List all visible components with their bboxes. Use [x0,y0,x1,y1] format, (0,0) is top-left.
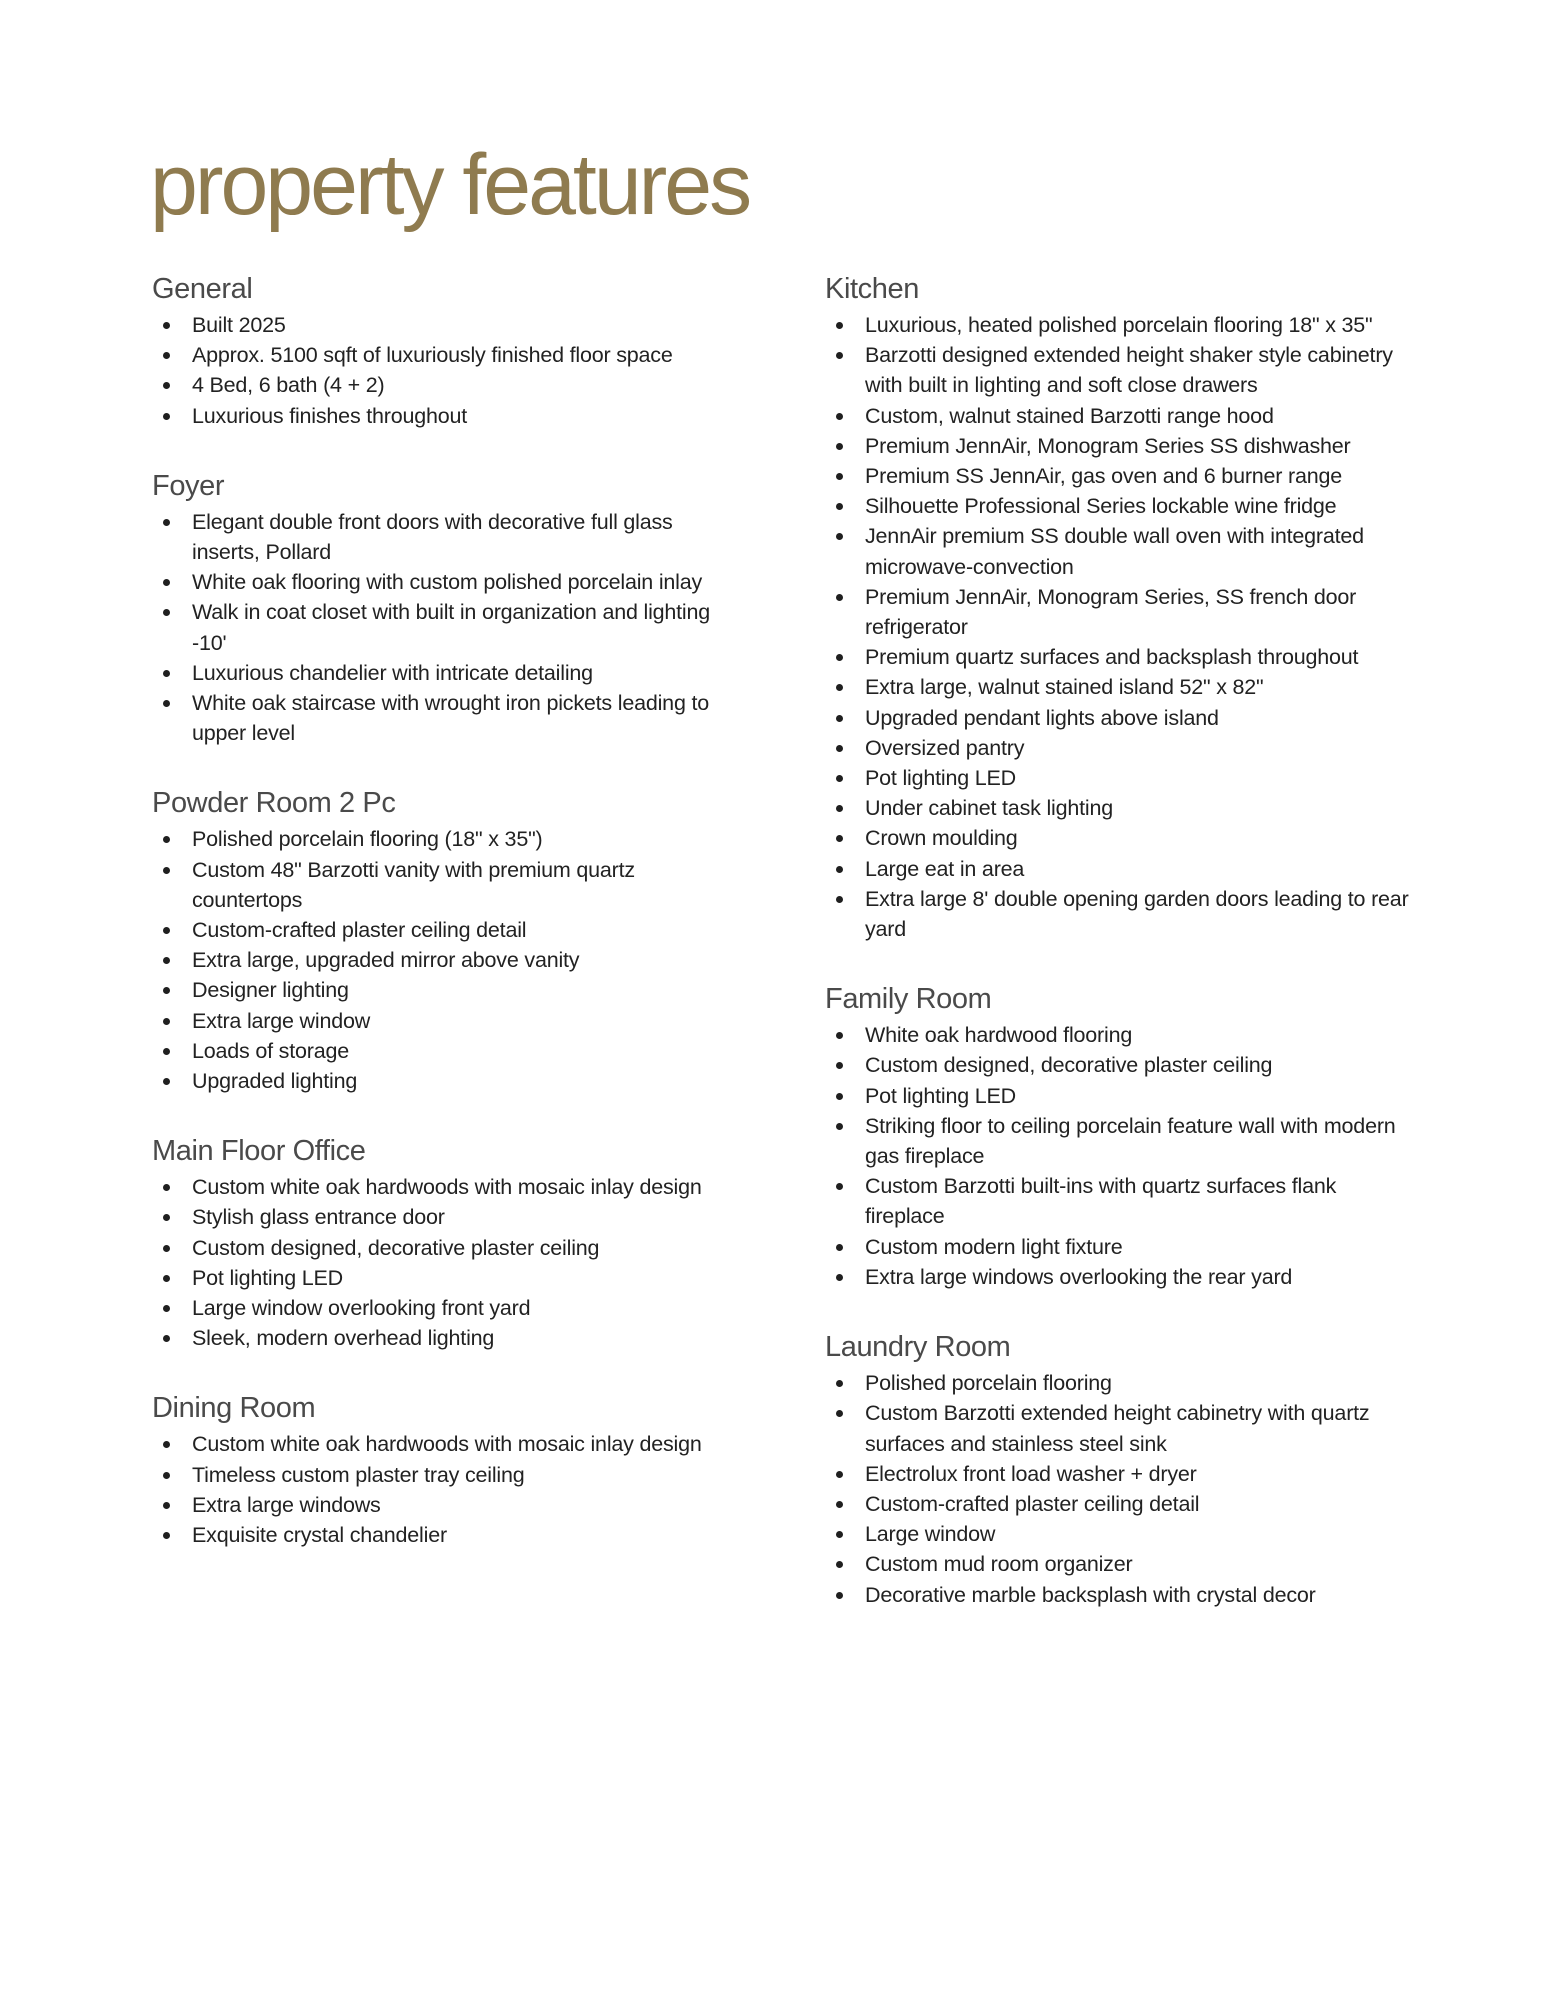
list-item [152,915,732,945]
bullet-icon [163,382,170,389]
list-item-text: Custom white oak hardwoods with mosaic inlay design [192,1175,702,1200]
list-item [825,1081,1415,1111]
list-item [152,1263,732,1293]
bullet-icon [836,322,843,329]
feature-list [825,1020,1415,1292]
list-item [825,582,1415,642]
list-item [152,1006,732,1036]
list-item-text: JennAir premium SS double wall oven with integrated microwave-convection [865,524,1364,579]
bullet-icon [836,1501,843,1508]
section-heading: Main Floor Office [152,1135,366,1168]
bullet-icon [163,1184,170,1191]
list-item [825,1489,1415,1519]
list-item [152,1490,732,1520]
bullet-icon [836,1183,843,1190]
section-foyer [152,467,732,749]
bullet-icon [836,1410,843,1417]
list-item-text: Premium SS JennAir, gas oven and 6 burner range [865,464,1343,489]
list-item [825,491,1415,521]
list-item-text: Polished porcelain flooring [865,1371,1112,1396]
section-dining-room [152,1389,732,1550]
list-item-text: Approx. 5100 sqft of luxuriously finished floor space [192,343,673,368]
list-item [152,401,732,431]
list-item-text: 4 Bed, 6 bath (4 + 2) [192,373,385,398]
bullet-icon [836,443,843,450]
bullet-icon [163,1305,170,1312]
list-item-text: White oak flooring with custom polished porcelain inlay [192,570,703,595]
bullet-icon [163,670,170,677]
list-item [152,310,732,340]
list-item [825,401,1415,431]
list-item [825,672,1415,702]
list-item [152,340,732,370]
list-item-text: Extra large 8' double opening garden doors leading to rear yard [865,886,1409,942]
list-item-text: Large window [865,1522,996,1547]
section-kitchen [825,270,1415,944]
bullet-icon [163,1214,170,1221]
bullet-icon [163,1532,170,1539]
bullet-icon [163,322,170,329]
list-item-text: Custom Barzotti built-ins with quartz surfaces flank fireplace [865,1174,1337,1229]
list-item [825,1459,1415,1489]
list-item [825,884,1415,944]
list-item [152,855,732,915]
bullet-icon [163,1275,170,1282]
bullet-icon [163,1018,170,1025]
list-item-text: Silhouette Professional Series lockable wine fridge [865,494,1337,519]
bullet-icon [163,352,170,359]
list-item-text: Pot lighting LED [865,766,1016,791]
list-item-text: Custom white oak hardwoods with mosaic inlay design [192,1432,702,1457]
list-item-text: Timeless custom plaster tray ceiling [192,1462,525,1487]
section-heading: Family Room [825,983,992,1016]
list-item-text: Extra large, upgraded mirror above vanity [192,948,580,973]
section-main-floor-office [152,1132,732,1353]
bullet-icon [163,609,170,616]
bullet-icon [163,836,170,843]
bullet-icon [163,1502,170,1509]
list-item-text: Exquisite crystal chandelier [192,1523,447,1548]
bullet-icon [836,1471,843,1478]
list-item [825,823,1415,853]
right-column [825,270,1415,1646]
bullet-icon [836,1244,843,1251]
bullet-icon [836,805,843,812]
bullet-icon [163,519,170,526]
list-item [152,1460,732,1490]
list-item-text: Walk in coat closet with built in organization and lighting -10' [192,600,711,655]
list-item [152,1172,732,1202]
list-item-text: Custom mud room organizer [865,1552,1133,1577]
list-item-text: Luxurious finishes throughout [192,403,468,428]
feature-list [152,507,732,749]
list-item [152,945,732,975]
feature-list [152,1172,732,1353]
list-item [825,1111,1415,1171]
feature-list [825,310,1415,944]
list-item-text: Upgraded pendant lights above island [865,705,1219,730]
list-item [152,658,732,688]
list-item-text: Large window overlooking front yard [192,1296,531,1321]
bullet-icon [836,775,843,782]
bullet-icon [836,1062,843,1069]
list-item-text: Extra large window [192,1008,371,1033]
list-item-text: Premium JennAir, Monogram Series SS dishwasher [865,433,1351,458]
list-item-text: Custom 48" Barzotti vanity with premium quartz countertops [192,857,635,912]
list-item [825,521,1415,581]
list-item-text: Upgraded lighting [192,1069,358,1094]
list-item-text: Extra large, walnut stained island 52" x 82" [865,675,1264,700]
list-item [825,1580,1415,1610]
bullet-icon [836,473,843,480]
list-item-text: Polished porcelain flooring (18" x 35") [192,827,543,852]
list-item [152,1429,732,1459]
list-item-text: Pot lighting LED [865,1083,1016,1108]
list-item-text: Luxurious, heated polished porcelain flooring 18" x 35" [865,313,1373,337]
list-item [152,597,732,657]
bullet-icon [836,1032,843,1039]
list-item [825,340,1415,400]
bullet-icon [836,1274,843,1281]
list-item-text: Designer lighting [192,978,349,1003]
list-item [825,1398,1415,1458]
bullet-icon [836,352,843,359]
section-heading: Foyer [152,469,225,502]
list-item [825,1050,1415,1080]
bullet-icon [836,684,843,691]
list-item [152,824,732,854]
list-item [825,703,1415,733]
list-item-text: Custom-crafted plaster ceiling detail [192,918,527,943]
list-item-text: Loads of storage [192,1038,349,1063]
list-item [152,507,732,567]
bullet-icon [836,896,843,903]
list-item [152,975,732,1005]
bullet-icon [163,927,170,934]
bullet-icon [836,835,843,842]
list-item [825,854,1415,884]
list-item-text: Premium JennAir, Monogram Series, SS french door refrigerator [865,584,1357,640]
bullet-icon [836,1531,843,1538]
list-item-text: White oak staircase with wrought iron pickets leading to upper level [192,691,709,746]
section-heading: Kitchen [825,273,919,305]
bullet-icon [836,1561,843,1568]
bullet-icon [836,745,843,752]
bullet-icon [836,1380,843,1387]
list-item [152,1293,732,1323]
list-item-text: Custom designed, decorative plaster ceiling [192,1235,600,1260]
list-item-text: Striking floor to ceiling porcelain feature wall with modern gas fireplace [865,1113,1396,1169]
list-item-text: Crown moulding [865,826,1018,851]
list-item-text: Built 2025 [192,313,286,337]
list-item [825,1232,1415,1262]
list-item-text: Stylish glass entrance door [192,1205,445,1230]
section-powder-room-2-pc [152,784,732,1096]
bullet-icon [163,1335,170,1342]
feature-list [825,1368,1415,1610]
list-item-text: Custom designed, decorative plaster ceiling [865,1053,1273,1078]
list-item [825,1020,1415,1050]
bullet-icon [163,579,170,586]
list-item [152,1066,732,1096]
bullet-icon [163,413,170,420]
list-item [825,461,1415,491]
list-item [825,431,1415,461]
bullet-icon [836,1123,843,1130]
list-item-text: Pot lighting LED [192,1265,343,1290]
left-column [152,270,732,1586]
list-item [152,567,732,597]
list-item [152,688,732,748]
list-item [825,1519,1415,1549]
list-item [825,310,1415,340]
list-item [825,733,1415,763]
list-item [825,1262,1415,1292]
list-item [825,793,1415,823]
list-item-text: Sleek, modern overhead lighting [192,1326,495,1351]
bullet-icon [836,503,843,510]
list-item-text: Large eat in area [865,856,1025,881]
list-item-text: Elegant double front doors with decorative full glass inserts, Pollard [192,509,673,565]
bullet-icon [163,700,170,707]
section-heading: Laundry Room [825,1331,1011,1364]
list-item [152,1323,732,1353]
section-laundry-room [825,1328,1415,1610]
bullet-icon [163,867,170,874]
list-item [825,1549,1415,1579]
bullet-icon [836,715,843,722]
list-item-text: Barzotti designed extended height shaker style cabinetry with built in lighting and soft close drawers [865,343,1393,398]
list-item [825,763,1415,793]
list-item-text: Custom modern light fixture [865,1234,1123,1259]
bullet-icon [836,1093,843,1100]
feature-list [152,1429,732,1550]
bullet-icon [836,866,843,873]
list-item-text: Luxurious chandelier with intricate detailing [192,660,593,685]
list-item [825,1368,1415,1398]
page-title: property features [150,137,750,233]
bullet-icon [836,413,843,420]
feature-list [152,310,732,431]
bullet-icon [163,1048,170,1055]
bullet-icon [163,957,170,964]
bullet-icon [163,1078,170,1085]
bullet-icon [836,533,843,540]
bullet-icon [163,987,170,994]
list-item [152,370,732,400]
list-item-text: Extra large windows overlooking the rear yard [865,1264,1293,1289]
feature-list [152,824,732,1096]
list-item [152,1202,732,1232]
bullet-icon [836,654,843,661]
list-item-text: Extra large windows [192,1492,381,1517]
section-general [152,270,732,431]
section-heading: General [152,273,253,305]
bullet-icon [163,1441,170,1448]
bullet-icon [163,1472,170,1479]
list-item-text: Custom, walnut stained Barzotti range hood [865,403,1274,428]
list-item [152,1520,732,1550]
list-item-text: Oversized pantry [865,735,1025,760]
section-family-room [825,980,1415,1292]
list-item [152,1233,732,1263]
section-heading: Powder Room 2 Pc [152,787,396,820]
bullet-icon [836,1592,843,1599]
list-item [825,642,1415,672]
list-item-text: Custom-crafted plaster ceiling detail [865,1491,1200,1516]
bullet-icon [836,594,843,601]
list-item-text: Premium quartz surfaces and backsplash throughout [865,645,1359,670]
section-heading: Dining Room [152,1392,316,1425]
list-item-text: Under cabinet task lighting [865,796,1113,821]
list-item-text: Decorative marble backsplash with crystal decor [865,1582,1316,1607]
list-item-text: Electrolux front load washer + dryer [865,1461,1197,1486]
bullet-icon [163,1245,170,1252]
list-item [825,1171,1415,1231]
list-item-text: Custom Barzotti extended height cabinetry with quartz surfaces and stainless steel sink [865,1401,1370,1456]
list-item [152,1036,732,1066]
list-item-text: White oak hardwood flooring [865,1023,1133,1048]
